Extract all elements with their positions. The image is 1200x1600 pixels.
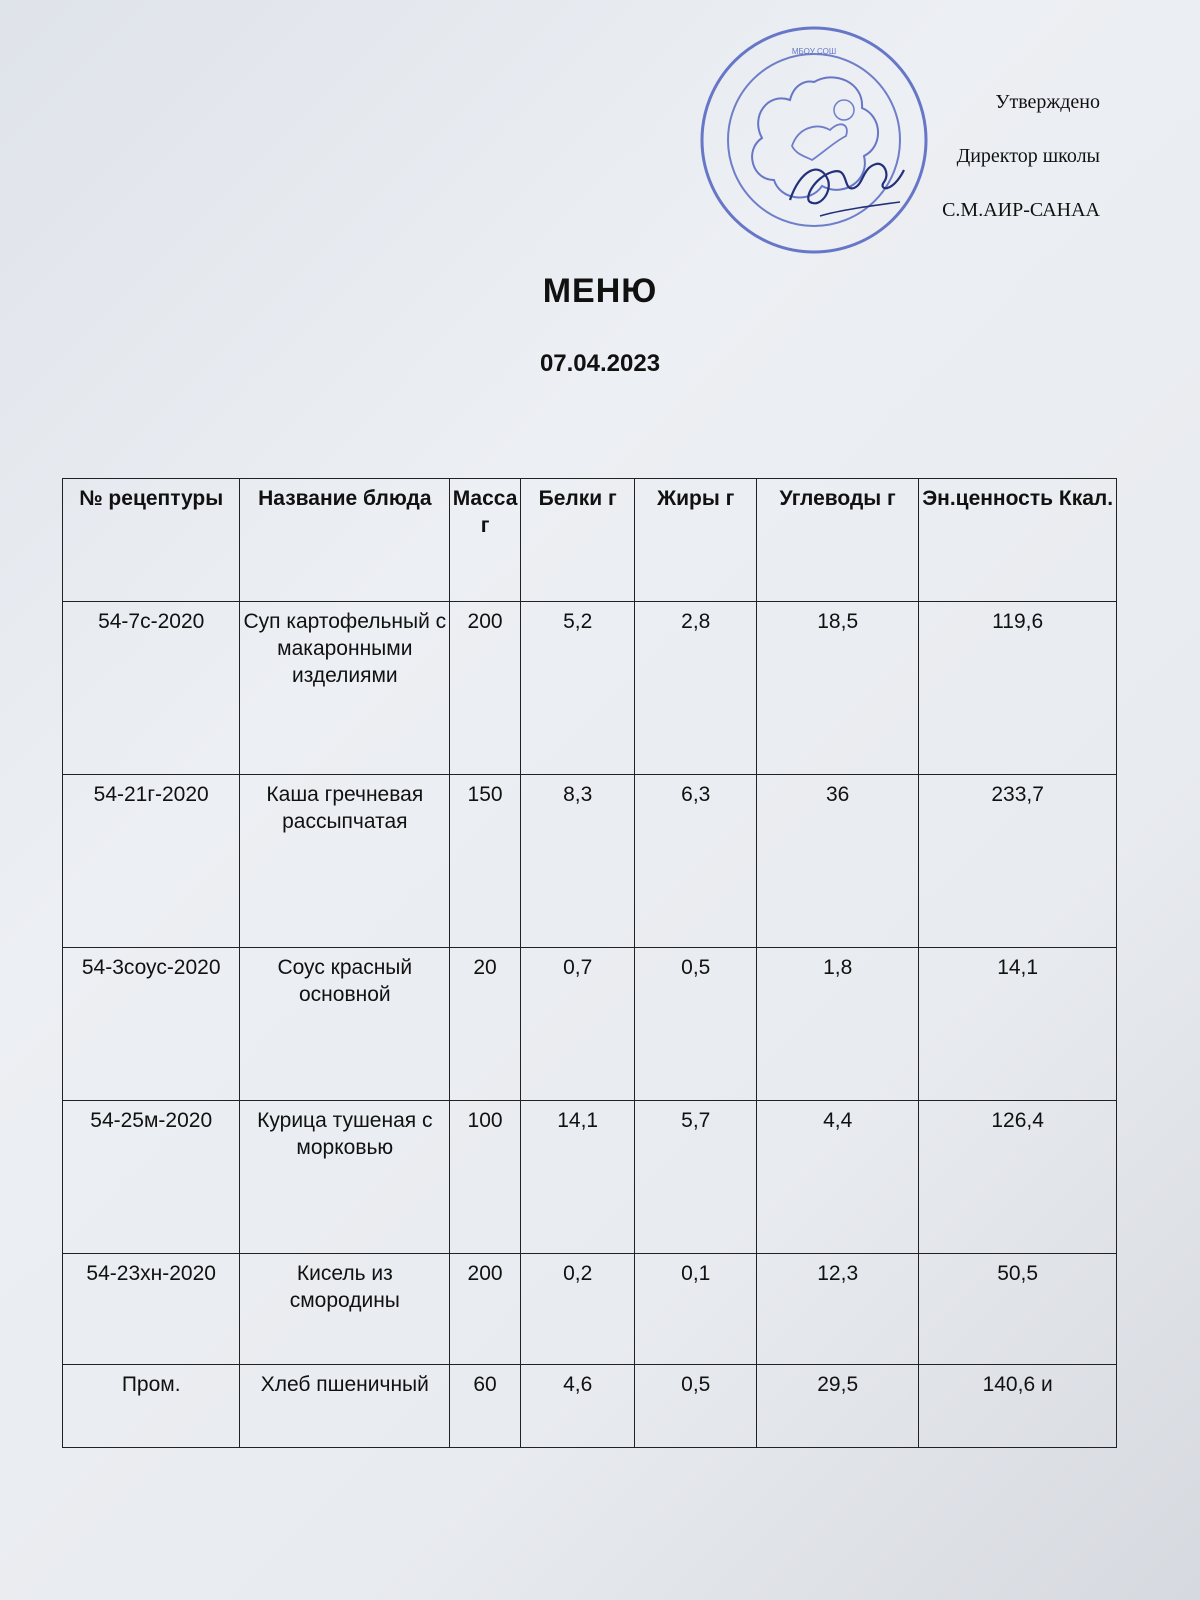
dish-fat: 0,5 bbox=[635, 948, 757, 1101]
dish-energy: 119,6 bbox=[919, 602, 1117, 775]
header-recipe-number: № рецептуры bbox=[63, 479, 240, 602]
director-signature bbox=[780, 130, 910, 230]
dish-carbs: 36 bbox=[757, 775, 919, 948]
table-row bbox=[63, 948, 1117, 1101]
svg-text:МБОУ СОШ: МБОУ СОШ bbox=[791, 47, 837, 56]
page-title: МЕНЮ bbox=[542, 272, 658, 310]
dish-carbs: 29,5 bbox=[757, 1365, 919, 1448]
dish-energy: 126,4 bbox=[919, 1101, 1117, 1254]
dish-name: Соус красный основной bbox=[240, 948, 450, 1101]
table-row bbox=[63, 1101, 1117, 1254]
dish-name: Кисель из смородины bbox=[240, 1254, 450, 1365]
header-protein: Белки г bbox=[520, 479, 635, 602]
dish-protein: 8,3 bbox=[520, 775, 635, 948]
dish-fat: 6,3 bbox=[635, 775, 757, 948]
menu-table bbox=[62, 478, 1117, 1448]
header-energy: Эн.ценность Ккал. bbox=[919, 479, 1117, 602]
recipe-code: 54-21г-2020 bbox=[63, 775, 240, 948]
header-dish-name: Название блюда bbox=[240, 479, 450, 602]
recipe-code: Пром. bbox=[63, 1365, 240, 1448]
dish-energy: 50,5 bbox=[919, 1254, 1117, 1365]
dish-mass: 20 bbox=[450, 948, 521, 1101]
table-row bbox=[63, 1365, 1117, 1448]
dish-energy: 233,7 bbox=[919, 775, 1117, 948]
dish-protein: 0,7 bbox=[520, 948, 635, 1101]
table-header-row bbox=[63, 479, 1117, 602]
dish-mass: 200 bbox=[450, 1254, 521, 1365]
dish-protein: 14,1 bbox=[520, 1101, 635, 1254]
dish-fat: 5,7 bbox=[635, 1101, 757, 1254]
dish-energy: 14,1 bbox=[919, 948, 1117, 1101]
dish-mass: 100 bbox=[450, 1101, 521, 1254]
table-row bbox=[63, 602, 1117, 775]
dish-name: Каша гречневая рассыпчатая bbox=[240, 775, 450, 948]
dish-name: Суп картофельный с макаронными изделиями bbox=[240, 602, 450, 775]
dish-energy: 140,6 и bbox=[919, 1365, 1117, 1448]
dish-protein: 4,6 bbox=[520, 1365, 635, 1448]
dish-carbs: 1,8 bbox=[757, 948, 919, 1101]
dish-mass: 150 bbox=[450, 775, 521, 948]
recipe-code: 54-7с-2020 bbox=[63, 602, 240, 775]
dish-carbs: 4,4 bbox=[757, 1101, 919, 1254]
dish-protein: 5,2 bbox=[520, 602, 635, 775]
header-carbs: Углеводы г bbox=[757, 479, 919, 602]
recipe-code: 54-23хн-2020 bbox=[63, 1254, 240, 1365]
dish-carbs: 18,5 bbox=[757, 602, 919, 775]
recipe-code: 54-3соус-2020 bbox=[63, 948, 240, 1101]
dish-mass: 60 bbox=[450, 1365, 521, 1448]
menu-date: 07.04.2023 bbox=[539, 350, 661, 377]
dish-protein: 0,2 bbox=[520, 1254, 635, 1365]
approval-block bbox=[942, 88, 1100, 250]
dish-fat: 2,8 bbox=[635, 602, 757, 775]
header-fat: Жиры г bbox=[635, 479, 757, 602]
header-mass: Масса г bbox=[450, 479, 521, 602]
approval-label: Утверждено bbox=[995, 91, 1100, 113]
dish-carbs: 12,3 bbox=[757, 1254, 919, 1365]
director-title: Директор школы bbox=[956, 145, 1100, 167]
director-name: С.М.АИР-САНАА bbox=[942, 199, 1100, 221]
table-row bbox=[63, 1254, 1117, 1365]
dish-fat: 0,5 bbox=[635, 1365, 757, 1448]
recipe-code: 54-25м-2020 bbox=[63, 1101, 240, 1254]
dish-name: Хлеб пшеничный bbox=[240, 1365, 450, 1448]
dish-mass: 200 bbox=[450, 602, 521, 775]
dish-name: Курица тушеная с морковью bbox=[240, 1101, 450, 1254]
dish-fat: 0,1 bbox=[635, 1254, 757, 1365]
table-row bbox=[63, 775, 1117, 948]
